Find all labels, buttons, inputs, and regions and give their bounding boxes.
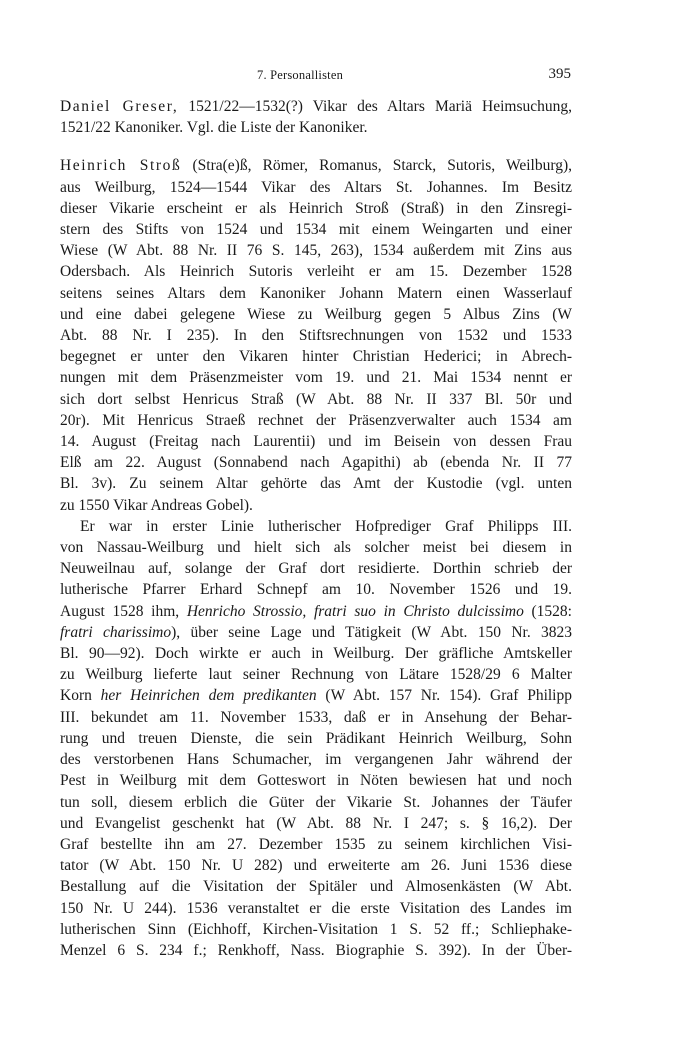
text-line: aus Weilburg, 1524—1544 Vikar des Altars St. Johannes. Im Besitz	[60, 178, 572, 196]
running-title: 7. Personallisten	[257, 68, 344, 82]
text-line: Bl. 90—92). Doch wirkte er auch in Weilburg. Der gräfliche Amtskeller	[60, 645, 572, 663]
text-line: Abt. 88 Nr. I 235). In den Stiftsrechnungen von 1532 und 1533	[60, 327, 572, 345]
text-line: Pest in Weilburg mit dem Gotteswort in Nöten bewiesen hat und noch	[60, 772, 572, 790]
latin-quote: Henricho Strossio, fratri suo in Christo dulcissimo	[186, 602, 524, 620]
text-line: 20r). Mit Henricus Straeß rechnet der Präsenzverwalter auch 1534 am	[60, 411, 572, 429]
text-line: Korn her Heinrichen dem predikanten (W Abt. 157 Nr. 154). Graf Philipp	[60, 687, 572, 705]
text-line: sich dort selbst Henricus Straß (W Abt. 88 Nr. II 337 Bl. 50r und	[60, 390, 572, 408]
latin-quote: fratri charissimo	[60, 623, 172, 641]
text-line: lutherische Pfarrer Erhard Schnepf am 10. November 1526 und 19.	[60, 581, 572, 599]
running-head	[0, 66, 700, 86]
text-line: Daniel Greser, 1521/22—1532(?) Vikar des Altars Mariä Heimsuchung,	[60, 98, 572, 115]
text-line: 150 Nr. U 244). 1536 veranstaltet er die erste Visitation des Landes im	[60, 899, 572, 917]
text-line: Bestallung auf die Visitation der Spitäler und Almosenkästen (W Abt.	[60, 878, 572, 896]
text-line: des verstorbenen Hans Schumacher, im vergangenen Jahr während der	[60, 751, 572, 769]
page-number: 395	[548, 66, 571, 82]
text-line: 14. August (Freitag nach Laurentii) und im Beisein von dessen Frau	[60, 433, 572, 451]
text-line: Graf bestellte ihn am 27. Dezember 1535 zu seinem kirchlichen Visi-	[60, 835, 572, 853]
text-line: begegnet er unter den Vikaren hinter Christian Hederici; in Abrech-	[60, 348, 572, 366]
entry-daniel-greser	[60, 96, 572, 138]
text-line: Bl. 3v). Zu seinem Altar gehörte das Amt der Kustodie (vgl. unten	[60, 475, 572, 493]
text-line: Odersbach. Als Heinrich Sutoris verleiht er am 15. Dezember 1528	[60, 263, 572, 281]
german-quote: her Heinrichen dem predikanten	[100, 687, 317, 705]
text-line: fratri charissimo), über seine Lage und Tätigkeit (W Abt. 150 Nr. 3823	[60, 623, 573, 641]
entry-name: Daniel Greser,	[60, 98, 179, 115]
text-line: Elß am 22. August (Sonnabend nach Agapithi) ab (ebenda Nr. II 77	[60, 454, 572, 472]
text-line: nungen mit dem Präsenzmeister vom 19. und 21. Mai 1534 nennt er	[60, 369, 572, 387]
body-text	[60, 96, 572, 978]
text-line: tator (W Abt. 150 Nr. U 282) und erweiterte am 26. Juni 1536 diese	[60, 857, 572, 875]
text-line: August 1528 ihm, Henricho Strossio, fratri suo in Christo dulcissimo (1528:	[60, 602, 572, 620]
text-line: von Nassau-Weilburg und hielt sich als solcher meist bei diesem in	[60, 539, 572, 557]
text-line: Wiese (W Abt. 88 Nr. II 76 S. 145, 263), 1534 außerdem mit Zins aus	[60, 242, 572, 260]
text-line: 1521/22 Kanoniker. Vgl. die Liste der Kanoniker.	[60, 119, 368, 137]
text-line: und eine dabei gelegene Wiese zu Weilburg gegen 5 Albus Zins (W	[60, 305, 572, 323]
text-line: und Evangelist geschenkt hat (W Abt. 88 Nr. I 247; s. § 16,2). Der	[60, 814, 572, 832]
text-line: seitens seines Altars dem Kanoniker Johann Matern einen Wasserlauf	[60, 284, 572, 302]
text-line: stern des Stifts von 1524 und 1534 mit einem Weingarten und einer	[60, 221, 572, 239]
text-line: rung und treuen Dienste, die sein Prädikant Heinrich Weilburg, Sohn	[60, 729, 572, 747]
text-line: zu 1550 Vikar Andreas Gobel).	[60, 496, 253, 514]
entry-name: Heinrich Stroß	[60, 157, 182, 175]
text-line: tun soll, diesem erblich die Güter der Vikarie St. Johannes der Täufer	[60, 793, 572, 811]
text-line: lutherischen Sinn (Eichhoff, Kirchen-Visitation 1 S. 52 ff.; Schliephake-	[60, 920, 572, 938]
text-line: III. bekundet am 11. November 1533, daß er in Ansehung der Behar-	[60, 708, 572, 726]
text-line: dieser Vikarie erscheint er als Heinrich Stroß (Straß) in den Zinsregi-	[60, 199, 572, 217]
text-line: zu Weilburg lieferte laut seiner Rechnung von Lätare 1528/29 6 Malter	[60, 666, 572, 684]
text-line: Menzel 6 S. 234 f.; Renkhoff, Nass. Biographie S. 392). In der Über-	[60, 941, 572, 959]
text-line: Neuweilnau auf, solange der Graf dort residierte. Dorthin schrieb der	[60, 560, 572, 578]
entry-heinrich-stross	[60, 155, 572, 961]
text-line: Er war in erster Linie lutherischer Hofprediger Graf Philipps III.	[80, 517, 572, 535]
text-line: Heinrich Stroß (Stra(e)ß, Römer, Romanus, Starck, Sutoris, Weilburg),	[60, 157, 573, 175]
